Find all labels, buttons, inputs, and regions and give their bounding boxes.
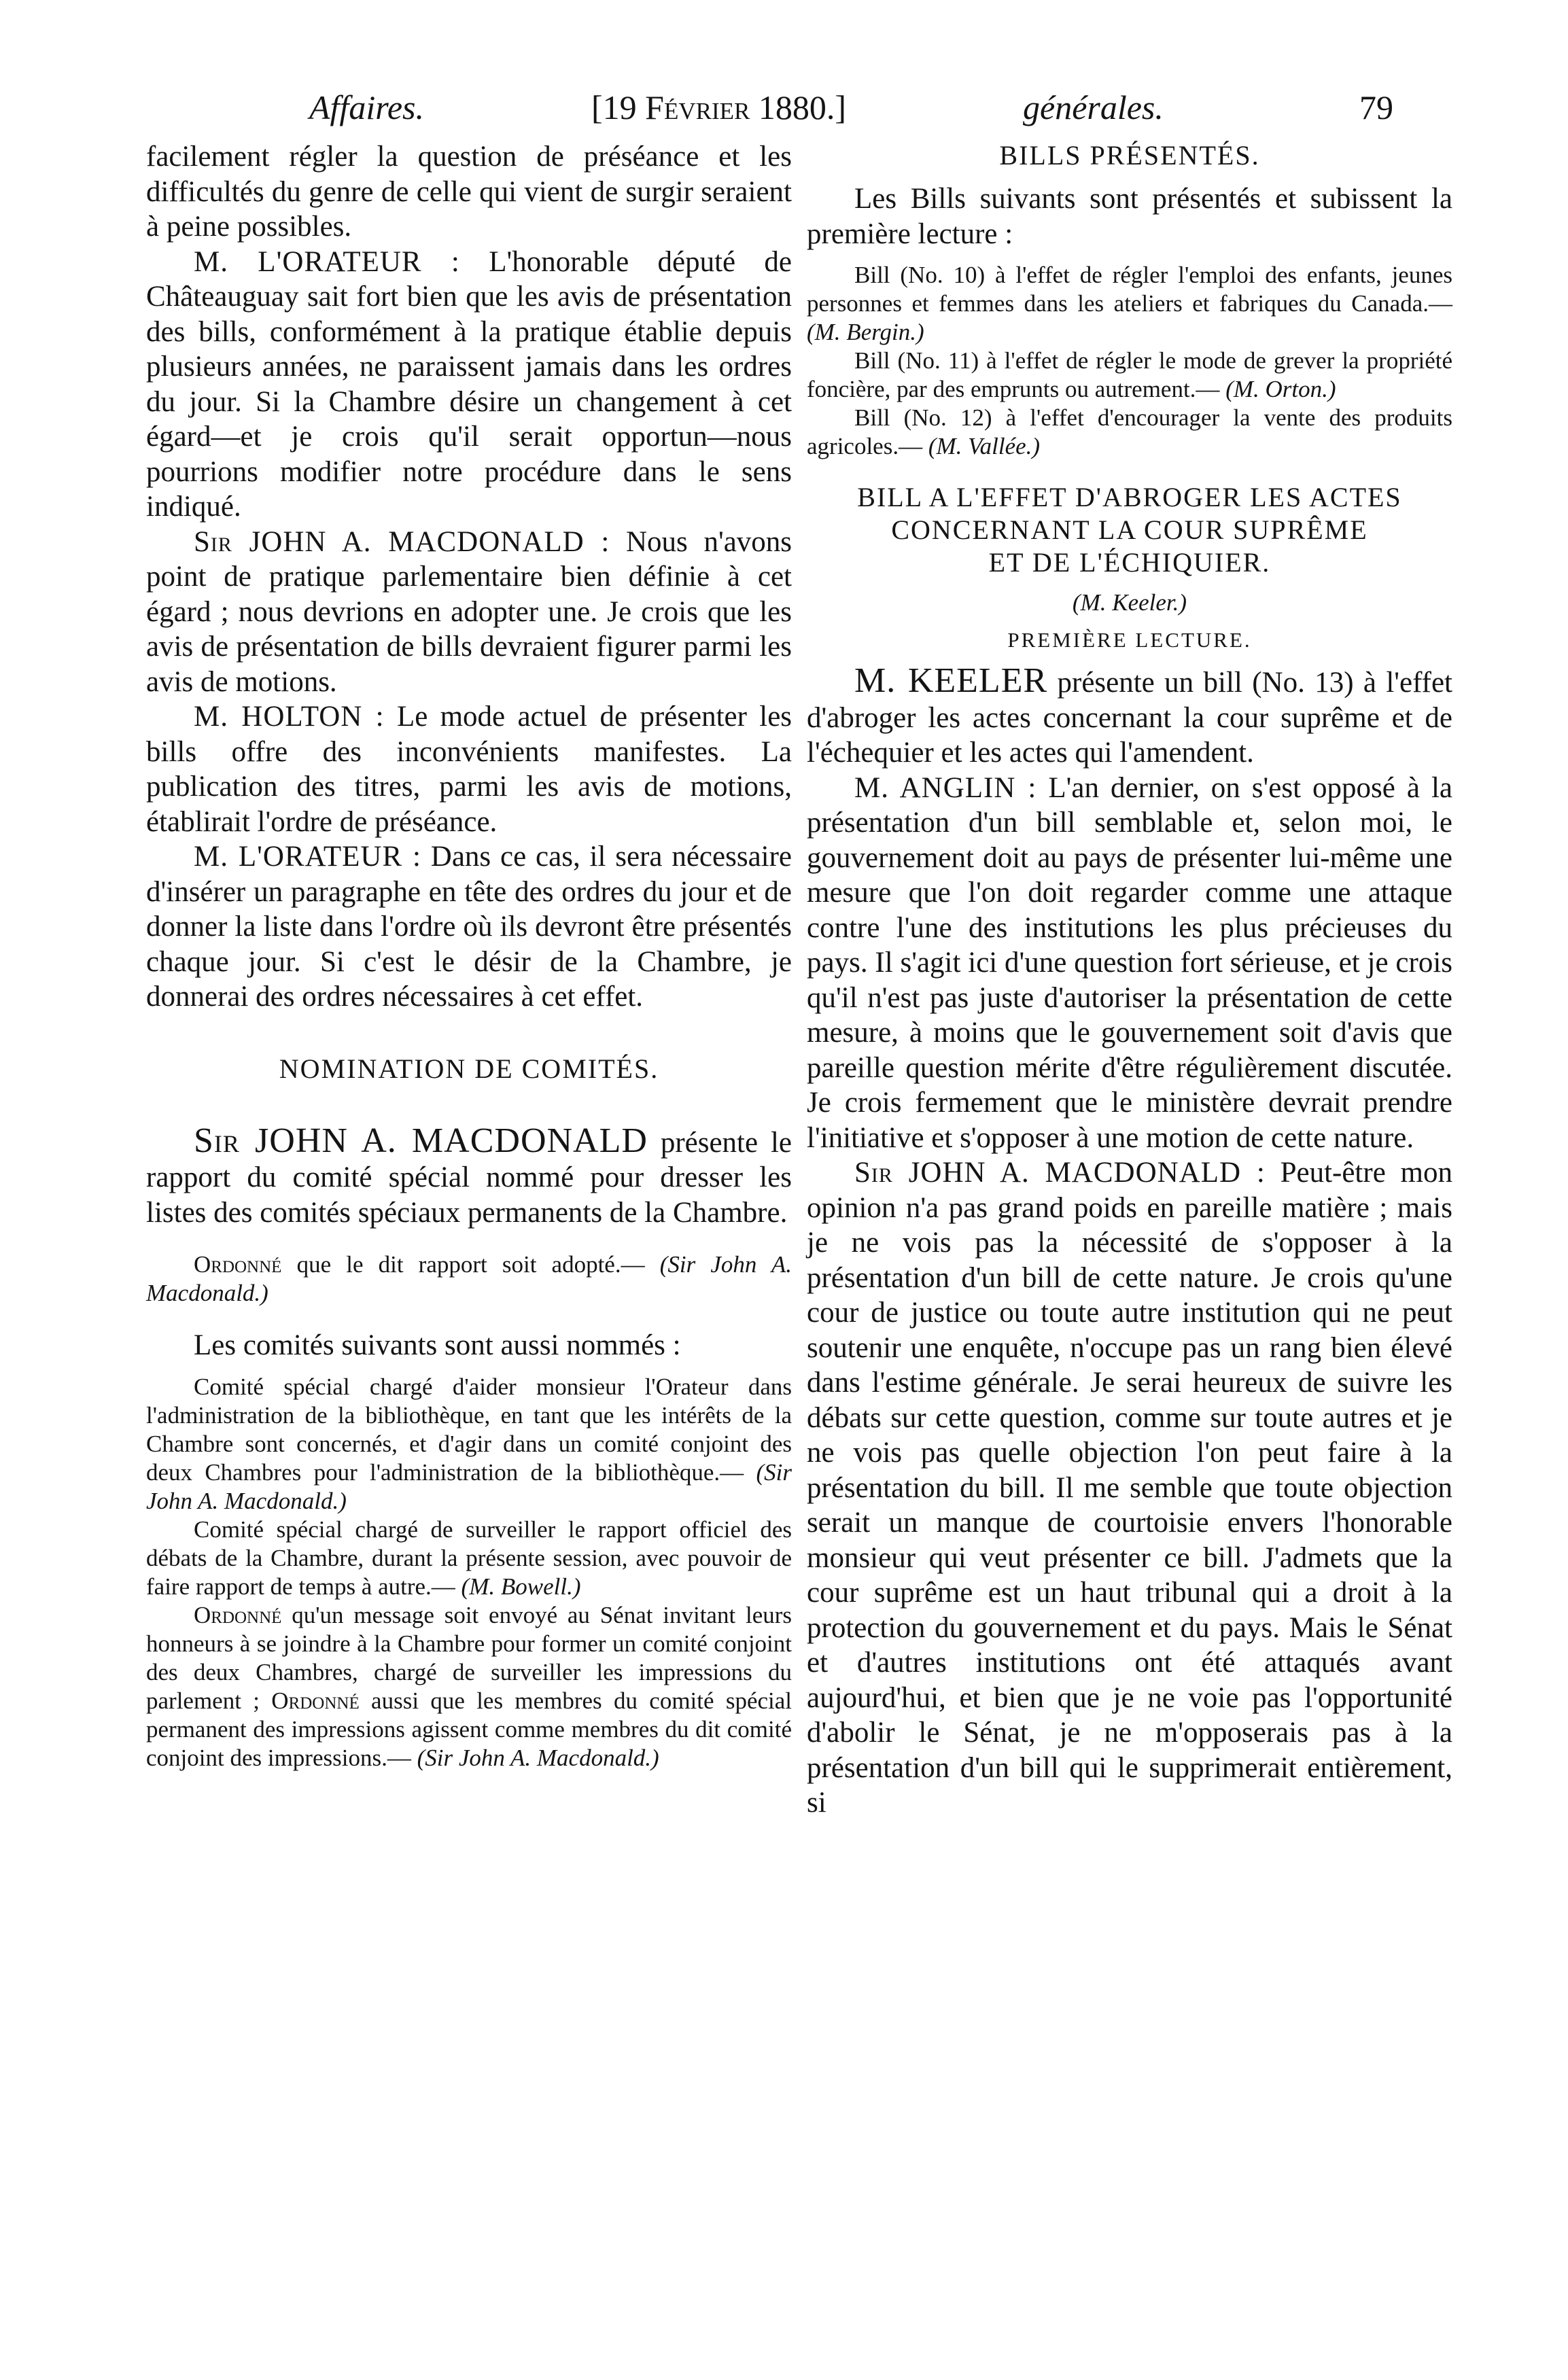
- speech-holton: [146, 699, 792, 839]
- bill-item: [807, 261, 1452, 347]
- speech-text: présente un bill (No. 13) à l'effet d'abroger les actes concernant la cour suprême et de l'échequier et les actes qui l'amendent.: [807, 667, 1452, 769]
- order-label: Ordonné: [271, 1687, 360, 1714]
- speech-text: présente le rapport du comité spécial nommé pour dresser les listes des comités spéciaux permanents de la Chambre.: [146, 1126, 792, 1229]
- paragraph: Les Bills suivants sont présentés et subissent la première lecture :: [807, 183, 1452, 250]
- speech-text: Nous n'avons point de pratique parlementaire bien définie à cet égard ; nous devrions en adopter une. Je crois que les avis de présentation de bills devraient figurer parmi les avis de motions.: [146, 525, 792, 698]
- speech-text: Le mode actuel de présenter les bills offre des inconvénients manifestes. La publication des titres, parmi les avis de motions, établirait l'ordre de préséance.: [146, 701, 792, 838]
- speech-text: Peut-être mon opinion n'a pas grand poids en pareille matière ; mais je ne vois pas la nécessité de s'opposer à la présentation d'un bill de cette nature. Je crois qu'une cour de justice ou toute autre institution qui ne peut soutenir une enquête, n'occupe pas un rang bien élevé dans l'estime générale. Je serai heureux de suivre les débats sur cette question, comme sur toute autres et je ne vois pas quelle objection l'on peut faire à la présentation du bill. Il me semble que toute objection serait un manque de courtoisie envers l'honorable monsieur qui veut présenter ce bill. J'admets que la cour suprême est un haut tribunal qui a droit à la protection du gouvernement et du pays. Mais le Sénat et d'autres institutions ont été attaqués avant aujourd'hui, et bien que je ne voie pas l'opportunité d'abolir le Sénat, je ne m'opposerais pas à la présentation d'un bill qui le supprimerait entièrement, si: [807, 1157, 1453, 1819]
- paragraph: facilement régler la question de préséance et les difficultés du genre de celle qui vient de surgir seraient à peine possibles.: [146, 141, 792, 243]
- heading-attribution: (M. Keeler.): [1072, 589, 1187, 616]
- speech-keeler: [807, 663, 1452, 771]
- committee-item: [146, 1373, 792, 1516]
- speech-text: L'honorable député de Châteauguay sait fort bien que les avis de présentation des bills, conformément à la pratique établie depuis plusieurs années, ne paraissent jamais dans les ordres du jour. Si la Chambre désire un changement à cet égard—et je crois qu'il serait opportun—nous pourrions modifier notre procédure dans le sens indiqué.: [146, 245, 792, 523]
- attribution: (M. Bergin.): [807, 319, 924, 345]
- speech-orateur-1: [146, 245, 792, 525]
- speaker-name: M. HOLTON :: [194, 701, 385, 733]
- committee-text: Comité spécial chargé de surveiller le rapport officiel des débats de la Chambre, durant la présente session, avec pouvoir de faire rapport de temps à autre.—: [146, 1516, 792, 1600]
- page-header: [136, 73, 1427, 141]
- bill-text: Bill (No. 12) à l'effet d'encourager la vente des produits agricoles.—: [807, 404, 1452, 459]
- order-text: aussi que les membres du comité spécial permanent des impressions agissent comme membres du dit comité conjoint des impressions.—: [146, 1687, 792, 1771]
- order-text: qu'un message soit envoyé au Sénat invitant leurs honneurs à se joindre à la Chambre pour former un comité conjoint des deux Chambres, chargé de surveiller les impressions du parlement ;: [146, 1601, 792, 1714]
- section-heading: BILLS PRÉSENTÉS.: [999, 140, 1260, 171]
- page-number: 79: [1359, 88, 1393, 126]
- order-text: que le dit rapport soit adopté.—: [296, 1251, 645, 1278]
- header-date: [19 Février 1880.]: [591, 88, 846, 126]
- speech-macdonald-1: [146, 525, 792, 700]
- bill-heading-line: CONCERNANT LA COUR SUPRÊME: [891, 514, 1368, 545]
- bill-item: [807, 347, 1452, 404]
- speaker-name: M. ANGLIN :: [854, 771, 1037, 804]
- attribution: (M. Orton.): [1225, 376, 1336, 402]
- left-column: [146, 139, 792, 1772]
- paragraph: Les comités suivants sont aussi nommés :: [194, 1329, 681, 1361]
- speaker-name: Sir JOHN A. MACDONALD :: [194, 525, 610, 558]
- bill-text: Bill (No. 10) à l'effet de régler l'emploi des enfants, jeunes personnes et femmes dans les ateliers et fabriques du Canada.—: [807, 262, 1452, 317]
- speaker-name: M. L'ORATEUR :: [194, 841, 421, 873]
- attribution: (Sir John A. Macdonald.): [417, 1744, 659, 1771]
- speech-macdonald-3: [807, 1155, 1452, 1821]
- speaker-name: Sir JOHN A. MACDONALD: [194, 1121, 648, 1160]
- attribution: (M. Vallée.): [928, 433, 1041, 459]
- speech-text: L'an dernier, on s'est opposé à la présentation d'un bill semblable et, selon moi, le gouvernement doit au pays de présenter lui-même une mesure que l'on doit regarder comme une attaque contre l'une des institutions les plus précieuses du pays. Il s'agit ici d'une question fort sérieuse, et je crois qu'il n'est pas juste d'autoriser la présentation de cette mesure, à moins que le gouvernement soit d'avis que pareille question mérite d'être régulièrement discutée. Je crois fermement que le ministère devrait prendre l'initiative et s'opposer à une motion de cette nature.: [807, 771, 1453, 1154]
- order-label: Ordonné: [194, 1601, 282, 1628]
- speaker-name: M. KEELER: [854, 661, 1048, 700]
- speech-orateur-2: [146, 839, 792, 1015]
- speech-macdonald-2: [146, 1123, 792, 1231]
- speaker-name: Sir JOHN A. MACDONALD :: [854, 1157, 1266, 1189]
- bill-item: [807, 404, 1452, 461]
- speech-anglin: [807, 771, 1452, 1156]
- order-label: Ordonné: [194, 1251, 282, 1278]
- bill-heading-line: BILL A L'EFFET D'ABROGER LES ACTES: [857, 482, 1402, 512]
- attribution: (M. Bowell.): [461, 1573, 581, 1600]
- bill-heading-line: ET DE L'ÉCHIQUIER.: [988, 547, 1271, 578]
- header-right: générales.: [1023, 88, 1164, 126]
- order-paragraph: [146, 1601, 792, 1772]
- attribution: (Sir John A. Macdonald.): [146, 1251, 792, 1306]
- order-paragraph: [146, 1250, 792, 1308]
- speech-text: Dans ce cas, il sera nécessaire d'insérer un paragraphe en tête des ordres du jour et de donner la liste dans l'ordre où ils devront être présentés chaque jour. Si c'est le désir de la Chambre, je donnerai des ordres nécessaires à cet effet.: [146, 841, 792, 1013]
- attribution: (Sir John A. Macdonald.): [146, 1458, 792, 1514]
- right-column: [807, 139, 1452, 1821]
- subheading: PREMIÈRE LECTURE.: [1007, 628, 1252, 652]
- committee-item: [146, 1516, 792, 1601]
- header-left: Affaires.: [309, 88, 424, 126]
- bill-text: Bill (No. 11) à l'effet de régler le mode de grever la propriété foncière, par des emprunts ou autrement.—: [807, 347, 1452, 402]
- committee-text: Comité spécial chargé d'aider monsieur l'Orateur dans l'administration de la bibliothèque, en tant que les intérêts de la Chambre sont concernés, et d'agir dans un comité conjoint des deux Chambres pour l'administration de la bibliothèque.—: [146, 1373, 792, 1486]
- section-heading: NOMINATION DE COMITÉS.: [279, 1053, 659, 1084]
- speaker-name: M. L'ORATEUR :: [194, 245, 460, 278]
